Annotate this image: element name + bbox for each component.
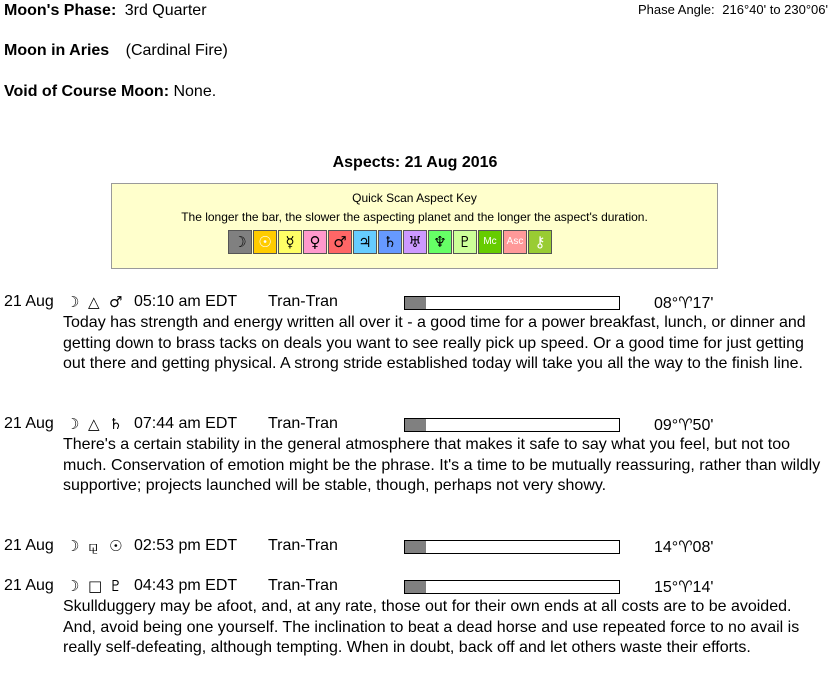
duration-bar [404, 418, 620, 432]
sun-icon: ☉ [253, 230, 277, 254]
midheaven-icon: Mc [478, 230, 502, 254]
aspect-entry [0, 577, 836, 659]
mercury-icon: ☿ [278, 230, 302, 254]
aspect-type: Tran-Tran [268, 415, 338, 432]
phase-angle [638, 2, 828, 17]
aspect-interpretation: Today has strength and energy written all over it - a good time for a power breakfast, lunch, or dinner and getting down to brass tacks on deals you want to see really pick up speed. Or a good time for just getting out there and getting physical. A strong stride established today will take you all the way to the finish line. [63, 314, 806, 372]
aspect-key-title: Quick Scan Aspect Key [352, 191, 477, 205]
aspect-time: 05:10 am EDT [134, 293, 238, 310]
moon-icon: ☽ [66, 537, 80, 555]
duration-bar-fill [405, 541, 426, 553]
aspect-type: Tran-Tran [268, 537, 338, 554]
aspect-position: 14°♈08' [654, 539, 714, 556]
aspect-type: Tran-Tran [268, 293, 338, 310]
void-of-course-line [4, 83, 216, 101]
aspect-position: 09°♈50' [654, 417, 714, 434]
aspect-entry [0, 537, 836, 557]
aspect-date: 21 Aug [4, 577, 54, 594]
aspect-interpretation: There's a certain stability in the general atmosphere that makes it safe to say what you feel, but not too much. Conservation of emotion might be the phrase. It's a time to be mutually reassuring, rather than wildly supportive; projects launched will be stable, though, perhaps not very showy. [63, 436, 821, 494]
phase-angle-value: 216°40' to 230°06' [722, 2, 828, 17]
aspect-symbol-icon: △ [88, 415, 100, 433]
moon-sign-qualifier: (Cardinal Fire) [125, 42, 228, 59]
duration-bar-fill [405, 419, 426, 431]
aspect-interpretation: Skullduggery may be afoot, and, at any rate, those out for their own ends at all costs are to be avoided. And, avoid being one yourself. The inclination to beat a dead horse and use repeated force to no avail is really self-defeating, although tempting. When in doubt, back off and let others waste their efforts. [63, 598, 800, 656]
aspect-entry [0, 415, 836, 497]
planet-icon: ♄ [109, 415, 123, 433]
aspect-time: 04:43 pm EDT [134, 577, 238, 594]
saturn-icon: ♄ [378, 230, 402, 254]
aspect-type: Tran-Tran [268, 577, 338, 594]
planet-swatches [228, 230, 553, 254]
aspect-date: 21 Aug [4, 415, 54, 432]
planet-icon: ♇ [109, 577, 123, 595]
aspect-symbol-icon: ⚼ [88, 537, 99, 555]
aspect-entry [0, 293, 836, 375]
moon-icon: ☽ [66, 415, 80, 433]
aspect-header-line [0, 577, 836, 597]
aspect-date: 21 Aug [4, 293, 54, 310]
phase-angle-label: Phase Angle: [638, 2, 715, 17]
moon-sign-label: Moon in Aries [4, 42, 110, 59]
mars-icon: ♂ [328, 230, 352, 254]
aspect-time: 02:53 pm EDT [134, 537, 238, 554]
neptune-icon: ♆ [428, 230, 452, 254]
moon-phase-label: Moon's Phase: [4, 2, 117, 19]
chiron-icon: ⚷ [528, 230, 552, 254]
moon-phase-line [4, 2, 207, 20]
ascendant-icon: Asc [503, 230, 527, 254]
aspect-header-line [0, 537, 836, 557]
pluto-icon: ♇ [453, 230, 477, 254]
moon-icon: ☽ [66, 577, 80, 595]
duration-bar [404, 296, 620, 310]
duration-bar [404, 540, 620, 554]
void-of-course-value: None. [173, 83, 217, 100]
aspect-key-description: The longer the bar, the slower the aspecting planet and the longer the aspect's duration. [181, 210, 648, 224]
venus-icon: ♀ [303, 230, 327, 254]
aspect-key-box [111, 183, 718, 269]
aspect-symbol-icon: □ [88, 577, 103, 595]
uranus-icon: ♅ [403, 230, 427, 254]
aspect-time: 07:44 am EDT [134, 415, 238, 432]
aspect-position: 15°♈14' [654, 579, 714, 596]
void-of-course-label: Void of Course Moon: [4, 83, 170, 100]
moon-sign-line [4, 42, 228, 60]
duration-bar-fill [405, 581, 426, 593]
planet-icon: ♂ [109, 293, 123, 311]
aspect-position: 08°♈17' [654, 295, 714, 312]
aspect-header-line [0, 293, 836, 313]
duration-bar [404, 580, 620, 594]
moon-phase-value: 3rd Quarter [124, 2, 207, 19]
aspect-header-line [0, 415, 836, 435]
planet-icon: ☉ [109, 537, 123, 555]
jupiter-icon: ♃ [353, 230, 377, 254]
moon-icon: ☽ [66, 293, 80, 311]
aspect-date: 21 Aug [4, 537, 54, 554]
aspect-symbol-icon: △ [88, 293, 100, 311]
moon-icon: ☽ [228, 230, 252, 254]
aspects-title: Aspects: 21 Aug 2016 [332, 154, 498, 171]
duration-bar-fill [405, 297, 426, 309]
